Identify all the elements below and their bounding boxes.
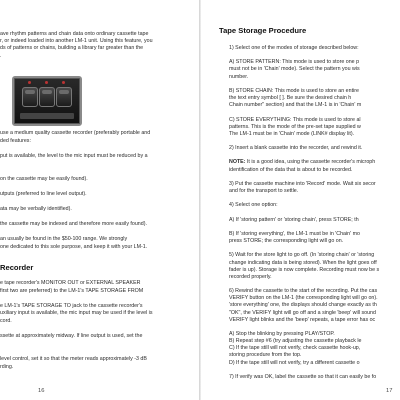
text-line: e LM-1's TAPE STORAGE TO jack to the cassette recorder's	[0, 302, 143, 309]
page-title: Tape Storage Procedure	[219, 26, 307, 35]
text-line: B) Repeat step #6 (try adjusting the cassette playback le	[229, 338, 362, 345]
text-line: C) STORE EVERYTHING: This mode is used to store al	[229, 116, 361, 123]
text-line: 7) If verify was OK, label the cassette so that it can easily be fo	[229, 373, 377, 380]
right-page	[201, 0, 400, 400]
text-line: ata may be verbally identified).	[0, 206, 72, 212]
text-line: put is available, the level to the mic input must be reduced by a	[0, 152, 148, 159]
text-line: utputs (preferred to line level output).	[0, 190, 87, 197]
text-line: storing procedure from the top.	[229, 352, 302, 359]
section-heading: Recorder	[0, 263, 34, 272]
text-line: NOTE: It is a good idea, using the cassette recorder's microph	[229, 159, 376, 166]
text-line: 2) Insert a blank cassette into the recorder, and rewind it.	[229, 145, 363, 152]
text-line: 6) Rewind the cassette to the start of the recording. Put the cas	[229, 288, 378, 295]
text-line: first two are preferred) to the LM-1's TAPE STORAGE FROM	[0, 287, 144, 294]
text-line: patterns. This is the mode of the pre-set tape supplied w	[229, 123, 361, 130]
pedal-switch-image	[12, 76, 82, 126]
text-line: change indicating data is being stored). When the light goes off	[229, 259, 377, 266]
footswitch-icon	[56, 87, 72, 107]
page-number-right: 17	[386, 388, 393, 394]
text-line: r, or indeed loaded into another LM-1 unit. Using this feature, you	[0, 38, 153, 45]
text-line: ded features:	[0, 137, 31, 144]
pedal-label-strip	[20, 113, 74, 119]
text-line: the text entry symbol [ ]. Be sure the desired chain h	[229, 95, 352, 102]
footswitch-icon	[39, 87, 55, 107]
text-line: recorded properly.	[229, 273, 272, 280]
text-line: .	[0, 52, 2, 59]
text-line: cord.	[0, 318, 12, 324]
text-line: must not be in 'Chain' mode). Select the pattern you wis	[229, 66, 360, 73]
text-line: press STORE; the corresponding light will go on.	[229, 238, 344, 245]
text-line: 1) Select one of the modes of storage described below:	[229, 45, 359, 51]
text-line: A) If 'storing pattern' or 'storing chain', press STORE; th	[229, 216, 359, 223]
text-line: The LM-1 must be in 'Chain' mode (LINK# display lit).	[229, 130, 355, 137]
text-line: 3) Put the cassette machine into 'Record' mode. Wait six secor	[229, 180, 376, 187]
led-icon	[62, 81, 65, 84]
text-line: ds of patterns or chains, building a library far greater than the	[0, 45, 144, 52]
text-line: "OK", the VERIFY light will go off and a single 'beep' will sound	[229, 309, 376, 316]
text-line: rding.	[0, 363, 14, 370]
text-line: C) If the tape still will not verify, check cassette hook-up,	[229, 345, 361, 352]
text-line: one dedicated to this sole purpose, and keep it with your LM-1.	[0, 244, 148, 250]
text-line: use a medium quality cassette recorder (preferably portable and	[0, 130, 151, 136]
page-number-left: 16	[38, 388, 45, 394]
text-line: VERIFY button on the LM-1 (the corresponding light will go on).	[229, 295, 378, 302]
text-line: VERIFY light blinks and the 'beep' repeats, a tape error has oc	[229, 316, 376, 323]
text-line: 5) Wait for the store light to go off. (In 'storing chain' or 'storing	[229, 252, 375, 259]
text-line: Chain number" section) and that the LM-1 is in 'Chain' m	[229, 102, 362, 109]
text-line: A) Stop the blinking by pressing PLAY/STOP.	[229, 331, 335, 337]
text-line: the cassette may be indexed and therefore more easily found).	[0, 221, 147, 228]
led-icon	[45, 81, 48, 84]
text-line: e tape recorder's MONITOR OUT or EXTERNAL SPEAKER	[0, 280, 141, 286]
text-line: A) STORE PATTERN: This mode is used to store one p	[229, 59, 360, 66]
led-icon	[28, 81, 31, 84]
text-line: level control, set it so that the meter reads approximately -3 dB	[0, 356, 147, 362]
text-line: and for the transport to settle.	[229, 188, 299, 194]
text-line: D) If the tape still will not verify, try a different cassette o	[229, 359, 360, 366]
text-line: on the cassette may be easily found).	[0, 175, 88, 182]
footswitch-icon	[22, 87, 38, 107]
text-line: number.	[229, 73, 249, 80]
text-line: 4) Select one option:	[229, 202, 278, 209]
text-line: fader is up). Storage is now complete. Recording must now be s	[229, 266, 380, 273]
text-line: an usually be found in the $50-100 range. We strongly	[0, 236, 128, 243]
text-line: B) STORE CHAIN: This mode is used to store an entire	[229, 87, 359, 94]
note-label: NOTE:	[229, 159, 246, 166]
text-line: identification of the data that is about to be recorded.	[229, 166, 353, 173]
text-line: ssette at approximately midway. If line output is used, set the	[0, 333, 143, 340]
text-line: ave rhythm patterns and chain data onto ordinary cassette tape	[0, 31, 149, 37]
text-line: B) If 'storing everything', the LM-1 must be in 'Chain' mo	[229, 230, 360, 237]
text-line: 'store everything' one, the displays should change exactly as th	[229, 302, 377, 309]
text-line: uxiliary input is available, the mic input may be used if the level is	[0, 310, 153, 317]
